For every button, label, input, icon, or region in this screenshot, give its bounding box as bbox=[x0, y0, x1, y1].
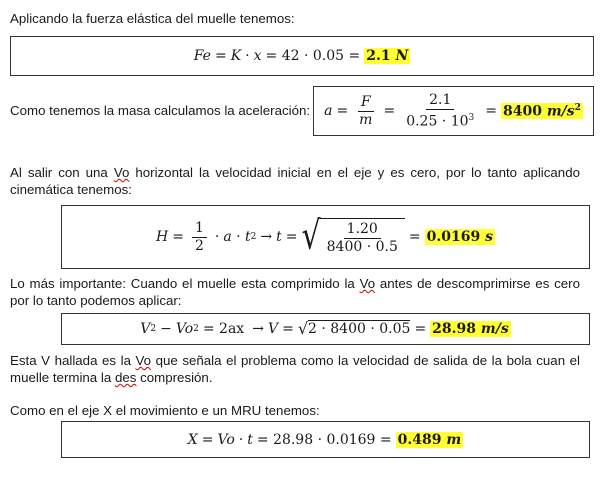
equation-distance: X = Vo · t = 28.98 · 0.0169 = 0.489 m bbox=[187, 431, 462, 448]
acceleration-result: 8400 $m/s^2$ bbox=[503, 102, 581, 120]
force-result: 2.1 N bbox=[366, 48, 409, 64]
equation-box-force bbox=[10, 36, 594, 76]
equation-velocity: V 2 − Vo 2 = 2ax → V = √ 2 · 8400 · 0.05 = 28.98 m/s bbox=[140, 319, 509, 338]
important-text: Lo más importante: Cuando el muelle esta comprimido la Vo antes de descomprimirse es cero por lo tanto podemos aplicar: bbox=[10, 276, 580, 308]
explanation-text: Esta V hallada es la Vo que señala el problema como la velocidad de salida de la bola cuan el muelle termina la des compresión. bbox=[10, 353, 580, 385]
intro-text: Aplicando la fuerza elástica del muelle tenemos: bbox=[10, 11, 295, 26]
equation-time: H = $\frac{1}{2}$ · a · t 2 → t = √ $\frac{1.20}{8400 \cdot 0.5}$ = 0.0169 s bbox=[156, 213, 493, 260]
equation-acceleration: a = $\frac{F}{m}$ = $\frac{2.1}{0.25 \cdot 10^3}$ = 8400 $m/s^2$ bbox=[324, 91, 581, 130]
equation-box-acceleration bbox=[313, 86, 594, 136]
acceleration-text: Como tenemos la masa calculamos la aceleración: bbox=[10, 103, 311, 118]
equation-force: Fe = K · x = 42 · 0.05 = 2.1 N bbox=[193, 48, 409, 64]
time-result: 0.0169 s bbox=[426, 229, 493, 245]
velocity-result: 28.98 m/s bbox=[432, 321, 509, 337]
equation-box-distance bbox=[61, 421, 590, 458]
equation-box-time bbox=[61, 205, 590, 269]
distance-result: 0.489 m bbox=[397, 431, 462, 448]
equation-box-velocity bbox=[61, 313, 590, 345]
kinematics-text: Al salir con una Vo horizontal la velocidad inicial en el eje y es cero, por lo tanto aplicando cinemática tenemos: bbox=[10, 165, 580, 197]
mru-text: Como en el eje X el movimiento e un MRU tenemos: bbox=[10, 403, 320, 418]
